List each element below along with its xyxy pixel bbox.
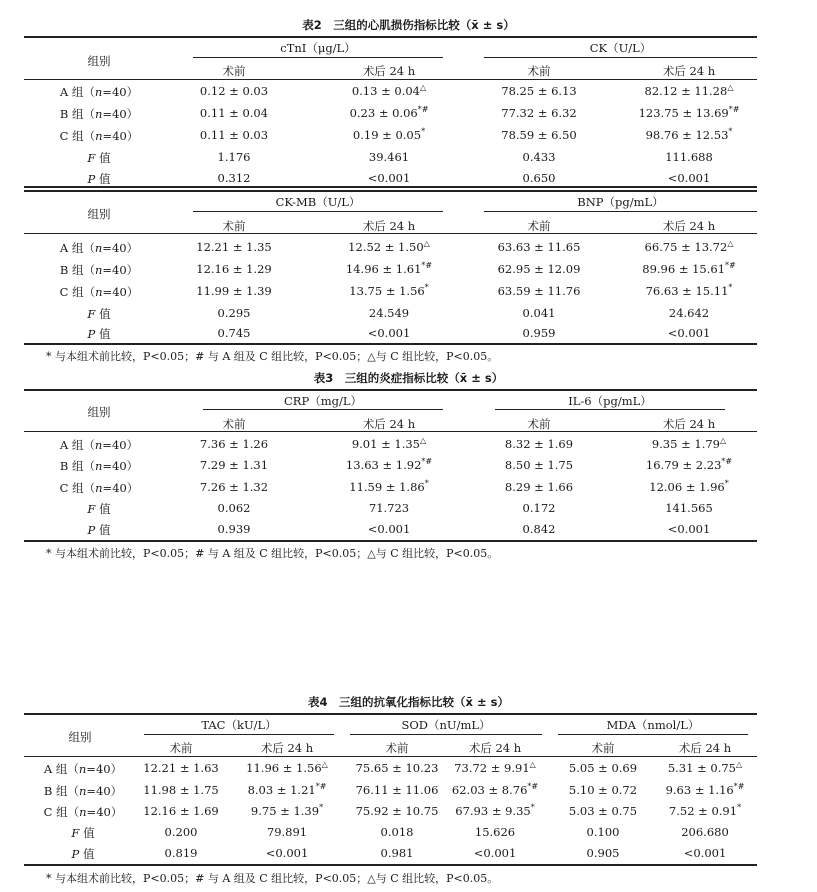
- significance-mark: *: [424, 479, 429, 489]
- table3-note: * 与本组术前比较，P<0.05；# 与 A 组及 C 组比较，P<0.05；△与 C 组比较，P<0.05。: [46, 547, 499, 560]
- cell-value: 9.35 ± 1.79: [651, 437, 720, 451]
- significance-mark: *: [728, 283, 733, 293]
- cell-value: <0.001: [667, 326, 711, 340]
- table3-bottom-rule: [24, 540, 757, 542]
- cell-value: 0.650: [522, 171, 556, 185]
- significance-mark: *#: [725, 261, 736, 271]
- cell-value: 0.062: [217, 501, 251, 515]
- cell-value: 0.745: [217, 326, 251, 340]
- significance-mark: *#: [421, 261, 433, 271]
- cell-value: 24.549: [368, 306, 410, 320]
- t3-cell: [464, 522, 614, 536]
- cell-value: <0.001: [667, 522, 711, 536]
- t3-cell: [174, 437, 294, 451]
- t3-cell: [174, 522, 294, 536]
- significance-mark: *: [424, 283, 429, 293]
- significance-mark: △: [420, 436, 427, 446]
- t4-cell: [126, 804, 236, 818]
- cell-value: 14.96 ± 1.61: [345, 262, 422, 276]
- table3-colgroup-il6: IL-6（pg/mL）: [568, 394, 652, 408]
- t3-row-label: F 值: [87, 502, 111, 516]
- cell-value: 0.433: [522, 150, 556, 164]
- t3-cell: [464, 501, 614, 515]
- table4-group-header: 组别: [68, 730, 92, 744]
- table4-subrule-sod: [350, 734, 542, 735]
- cell-value: 79.891: [266, 825, 308, 839]
- table2-colgroup-bnp: BNP（pg/mL）: [577, 195, 664, 209]
- t2a-cell: [314, 128, 464, 142]
- t2a-row-label: C 组（n=40）: [59, 129, 139, 143]
- t3-cell: [614, 480, 764, 494]
- t4-cell: [232, 804, 342, 818]
- t2b-row-label: C 组（n=40）: [59, 285, 139, 299]
- cell-value: 0.100: [586, 825, 620, 839]
- t2b-cell: [314, 284, 464, 298]
- t4-cell: [232, 846, 342, 860]
- cell-value: 0.23 ± 0.06: [349, 106, 418, 120]
- cell-value: 0.12 ± 0.03: [199, 84, 269, 98]
- t4-cell: [548, 804, 658, 818]
- table2-header-rule: [24, 79, 757, 80]
- t2a-cell: [464, 106, 614, 120]
- cell-value: 71.723: [368, 501, 410, 515]
- cell-value: 7.52 ± 0.91: [668, 804, 738, 818]
- t2a-cell: [614, 84, 764, 98]
- table3-title: 表3 三组的炎症指标比较（x̄ ± s）: [313, 371, 504, 385]
- t2a-row-label: A 组（n=40）: [59, 85, 139, 99]
- table3-group-header: 组别: [87, 405, 111, 419]
- t2a-row-label: F 值: [87, 151, 111, 165]
- t4-row-label: A 组（n=40）: [43, 762, 123, 776]
- t4-cell: [548, 783, 658, 797]
- significance-mark: △: [720, 436, 727, 446]
- cell-value: 67.93 ± 9.35: [455, 804, 531, 818]
- cell-value: 0.041: [522, 306, 556, 320]
- t3-subheader-2: 术前: [527, 417, 551, 431]
- t4-cell: [548, 761, 658, 775]
- t2a-cell: [174, 150, 294, 164]
- t3-cell: [174, 501, 294, 515]
- significance-mark: *#: [421, 457, 433, 467]
- significance-mark: *#: [728, 105, 740, 115]
- cell-value: 0.312: [217, 171, 251, 185]
- cell-value: 75.65 ± 10.23: [355, 761, 439, 775]
- t3-subheader-1: 术后 24 h: [362, 417, 416, 431]
- t3-row-label: C 组（n=40）: [59, 481, 139, 495]
- t3-cell: [464, 458, 614, 472]
- t2a-cell: [174, 84, 294, 98]
- cell-value: 63.59 ± 11.76: [497, 284, 581, 298]
- significance-mark: *#: [527, 782, 539, 792]
- t4-cell: [232, 825, 342, 839]
- table4-subrule-tac: [144, 734, 334, 735]
- t2b-row-label: P 值: [87, 327, 111, 341]
- cell-value: 12.52 ± 1.50: [348, 240, 424, 254]
- table2-bottom-rule: [24, 343, 757, 345]
- cell-value: 39.461: [368, 150, 410, 164]
- table3-colgroup-crp: CRP（mg/L）: [284, 394, 362, 408]
- t4-cell: [342, 783, 452, 797]
- table2-colgroup-ckmb: CK-MB（U/L）: [275, 195, 361, 209]
- t2b-cell: [174, 284, 294, 298]
- t2a-cell: [464, 150, 614, 164]
- cell-value: 7.29 ± 1.31: [199, 458, 269, 472]
- t3-subheader-0: 术前: [222, 417, 246, 431]
- t2b-cell: [614, 284, 764, 298]
- table2-top-rule: [24, 36, 757, 38]
- cell-value: <0.001: [473, 846, 517, 860]
- significance-mark: *#: [721, 457, 733, 467]
- t2a-cell: [314, 106, 464, 120]
- cell-value: 12.16 ± 1.69: [143, 804, 219, 818]
- t2a-subheader-2: 术前: [527, 64, 551, 78]
- t2b-row-label: A 组（n=40）: [59, 241, 139, 255]
- cell-value: 76.63 ± 15.11: [645, 284, 729, 298]
- t3-subheader-3: 术后 24 h: [662, 417, 716, 431]
- t2b-row-label: B 组（n=40）: [59, 263, 139, 277]
- cell-value: 66.75 ± 13.72: [644, 240, 728, 254]
- significance-mark: *: [530, 803, 535, 813]
- t4-subheader-0: 术前: [169, 741, 193, 755]
- significance-mark: △: [321, 760, 328, 770]
- t2b-cell: [174, 306, 294, 320]
- cell-value: 16.79 ± 2.23: [645, 458, 722, 472]
- t3-cell: [314, 437, 464, 451]
- significance-mark: △: [727, 83, 734, 93]
- cell-value: 0.905: [586, 846, 620, 860]
- t2a-cell: [614, 150, 764, 164]
- cell-value: 0.819: [164, 846, 198, 860]
- cell-value: 7.26 ± 1.32: [199, 480, 269, 494]
- t2b-cell: [614, 240, 764, 254]
- cell-value: 1.176: [217, 150, 251, 164]
- t4-cell: [440, 804, 550, 818]
- cell-value: 98.76 ± 12.53: [645, 128, 729, 142]
- t3-cell: [614, 437, 764, 451]
- t3-cell: [464, 480, 614, 494]
- t3-cell: [614, 458, 764, 472]
- t4-subheader-2: 术前: [385, 741, 409, 755]
- cell-value: 24.642: [668, 306, 710, 320]
- cell-value: <0.001: [667, 171, 711, 185]
- table4-header-rule: [24, 756, 757, 757]
- cell-value: 62.03 ± 8.76: [451, 783, 528, 797]
- t2b-cell: [464, 240, 614, 254]
- table2-subrule-bnp: [484, 211, 757, 212]
- table3-subrule-il6: [495, 409, 725, 410]
- cell-value: 9.63 ± 1.16: [665, 783, 734, 797]
- cell-value: 89.96 ± 15.61: [642, 262, 726, 276]
- cell-value: 0.200: [164, 825, 198, 839]
- table2-group-header-2: 组别: [87, 207, 111, 221]
- t4-cell: [126, 825, 236, 839]
- cell-value: 0.939: [217, 522, 251, 536]
- cell-value: 12.06 ± 1.96: [649, 480, 725, 494]
- t2a-subheader-3: 术后 24 h: [662, 64, 716, 78]
- t4-cell: [548, 825, 658, 839]
- t2b-cell: [174, 240, 294, 254]
- table2-subrule-ctni: [193, 57, 443, 58]
- cell-value: 8.03 ± 1.21: [247, 783, 316, 797]
- t4-cell: [650, 761, 760, 775]
- t2b-subheader-0: 术前: [222, 219, 246, 233]
- cell-value: <0.001: [367, 171, 411, 185]
- t4-cell: [126, 783, 236, 797]
- t2b-cell: [314, 326, 464, 340]
- t2b-cell: [174, 262, 294, 276]
- t4-subheader-5: 术后 24 h: [678, 741, 732, 755]
- table2-note: * 与本组术前比较，P<0.05；# 与 A 组及 C 组比较，P<0.05；△与 C 组比较，P<0.05。: [46, 350, 499, 363]
- table3-header-rule: [24, 431, 757, 432]
- table2-title: 表2 三组的心肌损伤指标比较（x̄ ± s）: [302, 18, 515, 32]
- t4-cell: [650, 825, 760, 839]
- significance-mark: *#: [315, 782, 327, 792]
- t2b-cell: [314, 306, 464, 320]
- t2b-cell: [314, 262, 464, 276]
- significance-mark: *: [724, 479, 729, 489]
- t4-cell: [650, 804, 760, 818]
- table3-top-rule: [24, 389, 757, 391]
- table2-colgroup-ck: CK（U/L）: [589, 41, 652, 55]
- cell-value: 78.25 ± 6.13: [501, 84, 577, 98]
- table4-colgroup-mda: MDA（nmol/L）: [606, 718, 700, 732]
- t2a-subheader-1: 术后 24 h: [362, 64, 416, 78]
- t2a-cell: [314, 150, 464, 164]
- t4-cell: [232, 761, 342, 775]
- t3-cell: [174, 480, 294, 494]
- cell-value: <0.001: [683, 846, 727, 860]
- cell-value: 11.59 ± 1.86: [349, 480, 425, 494]
- cell-value: 5.03 ± 0.75: [568, 804, 638, 818]
- t4-cell: [342, 804, 452, 818]
- cell-value: 7.36 ± 1.26: [199, 437, 269, 451]
- cell-value: 12.21 ± 1.35: [196, 240, 272, 254]
- table2-subrule-ckmb: [193, 211, 443, 212]
- t2a-cell: [464, 84, 614, 98]
- significance-mark: △: [727, 239, 734, 249]
- t4-row-label: C 组（n=40）: [43, 805, 123, 819]
- t4-cell: [650, 846, 760, 860]
- t4-cell: [440, 761, 550, 775]
- table2-header-rule-2: [24, 233, 757, 234]
- t2a-cell: [174, 171, 294, 185]
- cell-value: 11.98 ± 1.75: [143, 783, 219, 797]
- t2a-cell: [314, 84, 464, 98]
- t3-row-label: P 值: [87, 523, 111, 537]
- t4-subheader-1: 术后 24 h: [260, 741, 314, 755]
- table4-colgroup-sod: SOD（nU/mL）: [401, 718, 491, 732]
- t3-row-label: A 组（n=40）: [59, 438, 139, 452]
- cell-value: 82.12 ± 11.28: [644, 84, 728, 98]
- t2b-cell: [314, 240, 464, 254]
- significance-mark: △: [529, 760, 536, 770]
- cell-value: 8.32 ± 1.69: [504, 437, 574, 451]
- significance-mark: △: [420, 83, 427, 93]
- t4-subheader-4: 术前: [591, 741, 615, 755]
- cell-value: 0.172: [522, 501, 556, 515]
- cell-value: 0.11 ± 0.04: [199, 106, 269, 120]
- cell-value: 11.99 ± 1.39: [196, 284, 272, 298]
- t2b-cell: [614, 306, 764, 320]
- cell-value: 111.688: [665, 150, 713, 164]
- t2a-cell: [614, 171, 764, 185]
- t4-cell: [342, 825, 452, 839]
- t2a-row-label: P 值: [87, 172, 111, 186]
- table2-colgroup-ctni: cTnI（μg/L）: [280, 41, 356, 55]
- t3-cell: [464, 437, 614, 451]
- cell-value: 9.75 ± 1.39: [250, 804, 320, 818]
- cell-value: 75.92 ± 10.75: [355, 804, 439, 818]
- t4-cell: [440, 846, 550, 860]
- cell-value: 5.31 ± 0.75: [667, 761, 736, 775]
- significance-mark: △: [423, 239, 430, 249]
- t3-cell: [614, 501, 764, 515]
- cell-value: <0.001: [367, 326, 411, 340]
- significance-mark: *#: [417, 105, 429, 115]
- cell-value: 9.01 ± 1.35: [351, 437, 420, 451]
- cell-value: 15.626: [474, 825, 516, 839]
- t2b-cell: [464, 326, 614, 340]
- t2a-cell: [614, 106, 764, 120]
- t2b-subheader-1: 术后 24 h: [362, 219, 416, 233]
- cell-value: 0.19 ± 0.05: [352, 128, 422, 142]
- table2-subrule-ck: [484, 57, 757, 58]
- cell-value: 0.295: [217, 306, 251, 320]
- cell-value: 0.959: [522, 326, 556, 340]
- cell-value: <0.001: [367, 522, 411, 536]
- t3-row-label: B 组（n=40）: [59, 459, 139, 473]
- cell-value: 11.96 ± 1.56: [246, 761, 322, 775]
- significance-mark: *: [319, 803, 324, 813]
- t3-cell: [314, 480, 464, 494]
- significance-mark: *#: [733, 782, 745, 792]
- t2a-cell: [174, 106, 294, 120]
- t2b-cell: [464, 284, 614, 298]
- significance-mark: △: [736, 760, 743, 770]
- t3-cell: [314, 522, 464, 536]
- cell-value: 12.16 ± 1.29: [196, 262, 272, 276]
- cell-value: <0.001: [265, 846, 309, 860]
- t2a-cell: [614, 128, 764, 142]
- table2-split-rule-1: [24, 186, 757, 188]
- t2a-cell: [464, 128, 614, 142]
- cell-value: 8.29 ± 1.66: [504, 480, 574, 494]
- t2b-cell: [174, 326, 294, 340]
- cell-value: 78.59 ± 6.50: [501, 128, 577, 142]
- cell-value: 0.13 ± 0.04: [351, 84, 420, 98]
- t2b-subheader-2: 术前: [527, 219, 551, 233]
- t2b-cell: [614, 262, 764, 276]
- t2b-subheader-3: 术后 24 h: [662, 219, 716, 233]
- t2a-subheader-0: 术前: [222, 64, 246, 78]
- t3-cell: [314, 501, 464, 515]
- t2a-cell: [464, 171, 614, 185]
- table2-split-rule-2: [24, 190, 757, 192]
- cell-value: 73.72 ± 9.91: [454, 761, 530, 775]
- table4-colgroup-tac: TAC（kU/L）: [201, 718, 277, 732]
- t2a-cell: [174, 128, 294, 142]
- cell-value: 77.32 ± 6.32: [501, 106, 577, 120]
- t4-row-label: P 值: [71, 847, 95, 861]
- cell-value: 123.75 ± 13.69: [638, 106, 729, 120]
- table4-bottom-rule: [24, 864, 757, 866]
- t3-cell: [614, 522, 764, 536]
- cell-value: 13.75 ± 1.56: [349, 284, 425, 298]
- t3-cell: [174, 458, 294, 472]
- t4-cell: [126, 846, 236, 860]
- table4-note: * 与本组术前比较，P<0.05；# 与 A 组及 C 组比较，P<0.05；△与 C 组比较，P<0.05。: [46, 872, 499, 885]
- table2-group-header: 组别: [87, 54, 111, 68]
- t4-cell: [440, 825, 550, 839]
- significance-mark: *: [421, 127, 426, 137]
- t4-cell: [342, 846, 452, 860]
- cell-value: 13.63 ± 1.92: [345, 458, 422, 472]
- t2b-cell: [464, 262, 614, 276]
- t4-cell: [232, 783, 342, 797]
- cell-value: 0.981: [380, 846, 414, 860]
- table4-top-rule: [24, 713, 757, 715]
- cell-value: 5.05 ± 0.69: [568, 761, 638, 775]
- t2a-cell: [314, 171, 464, 185]
- t2b-cell: [464, 306, 614, 320]
- t3-cell: [314, 458, 464, 472]
- cell-value: 12.21 ± 1.63: [143, 761, 219, 775]
- t2b-cell: [614, 326, 764, 340]
- t4-cell: [650, 783, 760, 797]
- t4-cell: [126, 761, 236, 775]
- cell-value: 8.50 ± 1.75: [504, 458, 574, 472]
- cell-value: 63.63 ± 11.65: [497, 240, 581, 254]
- cell-value: 5.10 ± 0.72: [568, 783, 638, 797]
- t4-cell: [440, 783, 550, 797]
- t4-cell: [342, 761, 452, 775]
- t2a-row-label: B 组（n=40）: [59, 107, 139, 121]
- significance-mark: *: [737, 803, 742, 813]
- cell-value: 141.565: [665, 501, 713, 515]
- t4-row-label: B 组（n=40）: [43, 784, 123, 798]
- t2b-row-label: F 值: [87, 307, 111, 321]
- cell-value: 0.11 ± 0.03: [199, 128, 269, 142]
- cell-value: 76.11 ± 11.06: [355, 783, 439, 797]
- table4-subrule-mda: [558, 734, 748, 735]
- significance-mark: *: [728, 127, 733, 137]
- table3-subrule-crp: [203, 409, 443, 410]
- table4-title: 表4 三组的抗氧化指标比较（x̄ ± s）: [308, 695, 509, 709]
- cell-value: 0.018: [380, 825, 414, 839]
- t4-row-label: F 值: [71, 826, 95, 840]
- cell-value: 206.680: [681, 825, 729, 839]
- t4-subheader-3: 术后 24 h: [468, 741, 522, 755]
- cell-value: 0.842: [522, 522, 556, 536]
- cell-value: 62.95 ± 12.09: [497, 262, 581, 276]
- t4-cell: [548, 846, 658, 860]
